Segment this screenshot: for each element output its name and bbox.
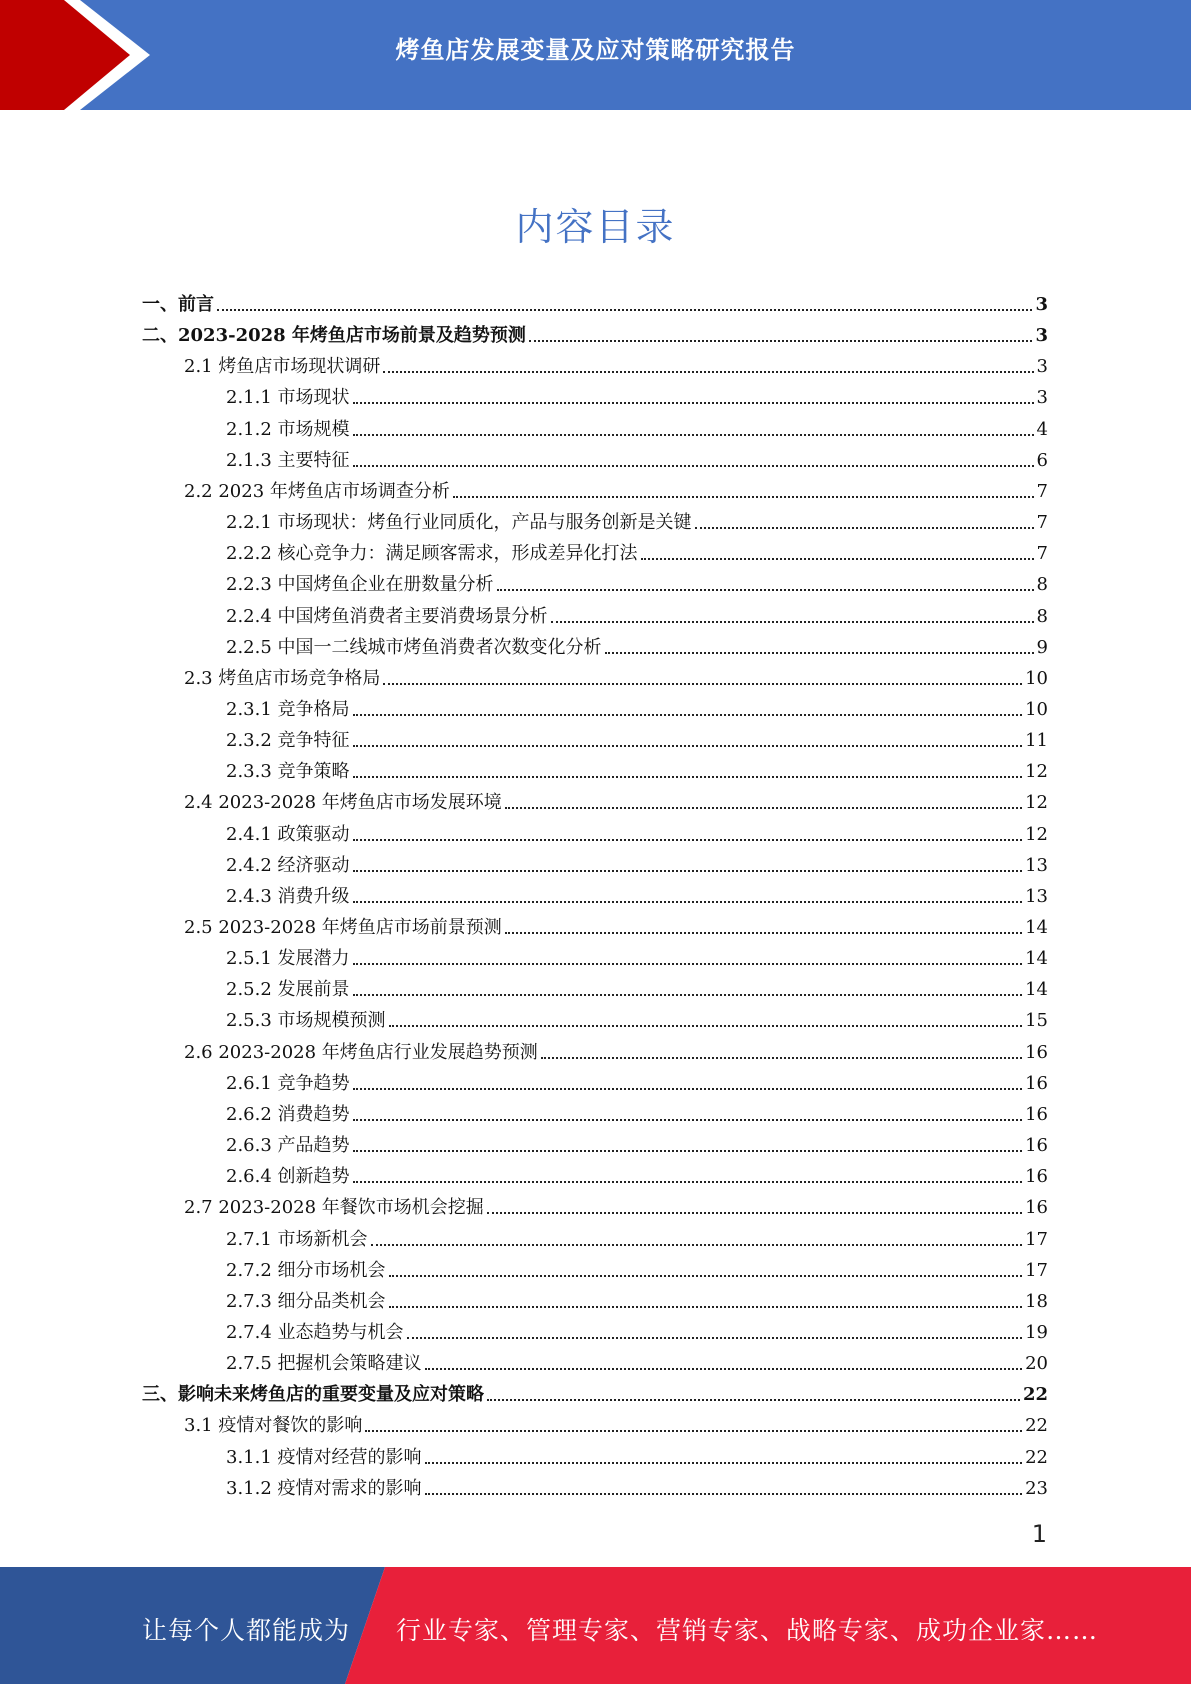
toc-entry[interactable] (184, 908, 1048, 939)
toc-entry[interactable] (184, 659, 1048, 690)
toc-dot-leader (453, 495, 1034, 498)
toc-entry-page: 17 (1025, 1259, 1048, 1281)
toc-dot-leader (389, 1024, 1023, 1027)
toc-dot-leader (497, 588, 1034, 591)
toc-dot-leader (353, 962, 1023, 965)
toc-entry-label: 2.4.2 经济驱动 (226, 854, 350, 876)
toc-entry[interactable] (226, 939, 1048, 970)
toc-dot-leader (353, 433, 1034, 436)
toc-entry-page: 6 (1036, 449, 1048, 471)
toc-entry[interactable] (226, 1469, 1048, 1500)
toc-entry-page: 3 (1035, 294, 1048, 315)
toc-entry-label: 2.7.5 把握机会策略建议 (226, 1353, 422, 1375)
toc-entry-page: 7 (1036, 512, 1048, 534)
page-footer (0, 1567, 1191, 1684)
toc-dot-leader (353, 1087, 1023, 1090)
toc-entry[interactable] (226, 1251, 1048, 1282)
toc-dot-leader (425, 1492, 1023, 1495)
toc-entry-label: 2.5 2023-2028 年烤鱼店市场前景预测 (184, 917, 502, 938)
toc-dot-leader (505, 806, 1022, 809)
page-number: 1 (1031, 1520, 1047, 1548)
toc-entry-label: 2.4.1 政策驱动 (226, 823, 350, 845)
report-title: 烤鱼店发展变量及应对策略研究报告 (395, 36, 796, 64)
toc-entry-label: 2.5.3 市场规模预测 (226, 1010, 386, 1032)
toc-entry-page: 8 (1036, 574, 1048, 596)
page-header (0, 0, 1191, 110)
toc-entry[interactable] (226, 534, 1048, 565)
toc-dot-leader (353, 993, 1023, 996)
toc-dot-leader (353, 464, 1034, 467)
toc-entry-label: 2.7.4 业态趋势与机会 (226, 1321, 404, 1343)
toc-dot-leader (365, 1429, 1022, 1432)
toc-dot-leader (695, 526, 1034, 529)
toc-entry-page: 18 (1025, 1290, 1048, 1312)
toc-dot-leader (605, 651, 1034, 654)
toc-entry-label: 3.1 疫情对餐饮的影响 (184, 1415, 363, 1437)
toc-entry-page: 23 (1025, 1477, 1048, 1499)
toc-entry-label: 2.3.3 竞争策略 (226, 761, 350, 783)
toc-entry-label: 一、前言 (142, 294, 214, 315)
toc-entry[interactable] (226, 378, 1048, 409)
toc-entry[interactable] (226, 721, 1048, 752)
toc-entry[interactable] (226, 1064, 1048, 1095)
toc-entry-page: 16 (1025, 1135, 1048, 1157)
toc-entry-page: 7 (1036, 543, 1048, 565)
toc-entry-page: 12 (1025, 761, 1048, 783)
toc-entry-label: 2.2 2023 年烤鱼店市场调查分析 (184, 480, 450, 502)
toc-entry[interactable] (184, 1033, 1048, 1064)
toc-dot-leader (641, 557, 1034, 560)
toc-entry-page: 10 (1025, 667, 1048, 689)
toc-entry[interactable] (226, 1095, 1048, 1126)
toc-entry-page: 16 (1025, 1072, 1048, 1094)
toc-entry-label: 2.7.2 细分市场机会 (226, 1259, 386, 1281)
toc-entry-label: 2.2.4 中国烤鱼消费者主要消费场景分析 (226, 605, 548, 627)
toc-entry-label: 2.7 2023-2028 年餐饮市场机会挖掘 (184, 1197, 484, 1219)
toc-entry-label: 2.5.2 发展前景 (226, 979, 350, 1001)
toc-entry[interactable] (226, 970, 1048, 1001)
toc-entry[interactable] (226, 1126, 1048, 1157)
toc-entry[interactable] (226, 628, 1048, 659)
toc-entry-label: 3.1.1 疫情对经营的影响 (226, 1446, 422, 1468)
toc-entry[interactable] (226, 690, 1048, 721)
toc-entry-page: 16 (1025, 1166, 1048, 1188)
toc-dot-leader (353, 869, 1023, 872)
toc-entry-label: 2.3 烤鱼店市场竞争格局 (184, 667, 381, 689)
toc-entry-label: 2.4.3 消费升级 (226, 885, 350, 907)
toc-entry-page: 17 (1025, 1228, 1048, 1250)
toc-entry[interactable] (226, 877, 1048, 908)
toc-entry-page: 12 (1025, 792, 1048, 814)
toc-entry-page: 16 (1025, 1103, 1048, 1125)
toc-dot-leader (353, 401, 1034, 404)
toc-dot-leader (425, 1461, 1023, 1464)
toc-entry-page: 16 (1025, 1041, 1048, 1063)
toc-entry[interactable] (142, 316, 1048, 347)
toc-entry-label: 2.4 2023-2028 年烤鱼店市场发展环境 (184, 792, 502, 814)
toc-entry-label: 3.1.2 疫情对需求的影响 (226, 1477, 422, 1499)
toc-entry-page: 14 (1025, 948, 1048, 970)
toc-entry-page: 14 (1025, 917, 1048, 938)
toc-entry-page: 14 (1025, 979, 1048, 1001)
toc-entry-page: 13 (1025, 854, 1048, 876)
toc-entry[interactable] (226, 1220, 1048, 1251)
toc-entry-label: 2.3.1 竞争格局 (226, 698, 350, 720)
toc-dot-leader (383, 682, 1022, 685)
toc-entry[interactable] (226, 752, 1048, 783)
toc-entry[interactable] (226, 1438, 1048, 1469)
toc-entry-page: 8 (1036, 605, 1048, 627)
toc-entry[interactable] (184, 1188, 1048, 1219)
toc-dot-leader (487, 1211, 1022, 1214)
toc-entry-page: 13 (1025, 885, 1048, 907)
toc-dot-leader (353, 1118, 1023, 1121)
toc-entry[interactable] (226, 597, 1048, 628)
toc-dot-leader (551, 620, 1034, 623)
toc-entry-page: 11 (1025, 730, 1048, 752)
toc-entry[interactable] (184, 1406, 1048, 1437)
toc-title: 内容目录 (515, 205, 676, 249)
footer-slogan-left: 让每个人都能成为 (142, 1616, 351, 1645)
toc-dot-leader (353, 1149, 1023, 1152)
toc-entry-page: 20 (1025, 1353, 1048, 1375)
toc-dot-leader (425, 1367, 1023, 1370)
toc-entry-page: 3 (1035, 325, 1048, 347)
toc-entry-label: 2.1.1 市场现状 (226, 387, 350, 409)
toc-dot-leader (353, 775, 1023, 778)
toc-dot-leader (407, 1336, 1023, 1339)
toc-entry-label: 2.5.1 发展潜力 (226, 948, 350, 970)
toc-dot-leader (353, 900, 1023, 903)
toc-entry-page: 3 (1036, 356, 1048, 378)
toc-entry-label: 2.3.2 竞争特征 (226, 730, 350, 752)
toc-entry[interactable] (184, 783, 1048, 814)
toc-entry-label: 2.2.1 市场现状：烤鱼行业同质化，产品与服务创新是关键 (226, 512, 692, 534)
toc-entry-label: 2.6.4 创新趋势 (226, 1166, 350, 1188)
toc-entry-label: 2.2.5 中国一二线城市烤鱼消费者次数变化分析 (226, 636, 602, 658)
toc-entry[interactable] (226, 441, 1048, 472)
toc-entry-label: 2.7.1 市场新机会 (226, 1228, 368, 1250)
toc-entry-page: 16 (1025, 1197, 1048, 1219)
toc-entry-page: 22 (1022, 1384, 1048, 1406)
toc-entry-label: 2.6.1 竞争趋势 (226, 1072, 350, 1094)
toc-dot-leader (353, 713, 1023, 716)
toc-entry-page: 3 (1036, 387, 1048, 409)
footer-slogan-right: 行业专家、管理专家、营销专家、战略专家、成功企业家…… (396, 1616, 1099, 1645)
toc-entry[interactable] (226, 846, 1048, 877)
toc-entry-label: 2.1.2 市场规模 (226, 418, 350, 440)
toc-dot-leader (217, 308, 1032, 311)
toc-entry-label: 2.2.2 核心竞争力：满足顾客需求，形成差异化打法 (226, 543, 638, 565)
toc-entry[interactable] (226, 1344, 1048, 1375)
toc-entry-page: 19 (1025, 1321, 1048, 1343)
toc-entry-page: 22 (1025, 1415, 1048, 1437)
toc-entry-page: 10 (1025, 698, 1048, 720)
toc-entry-label: 三、影响未来烤鱼店的重要变量及应对策略 (142, 1384, 484, 1406)
toc-entry[interactable] (226, 410, 1048, 441)
toc-dot-leader (353, 838, 1023, 841)
toc-dot-leader (353, 1180, 1023, 1183)
toc-entry-page: 12 (1025, 823, 1048, 845)
toc-entry[interactable] (226, 503, 1048, 534)
toc-entry-label: 2.1 烤鱼店市场现状调研 (184, 356, 381, 378)
toc-dot-leader (389, 1274, 1023, 1277)
toc-entry[interactable] (226, 1157, 1048, 1188)
toc-entry-label: 2.2.3 中国烤鱼企业在册数量分析 (226, 574, 494, 596)
toc-dot-leader (487, 1398, 1020, 1401)
toc-dot-leader (505, 931, 1022, 934)
toc-entry-label: 2.6 2023-2028 年烤鱼店行业发展趋势预测 (184, 1041, 538, 1063)
toc-entry[interactable] (226, 815, 1048, 846)
toc-dot-leader (383, 370, 1033, 373)
toc-entry[interactable] (226, 1282, 1048, 1313)
toc-entry-page: 7 (1036, 480, 1048, 502)
toc-entry[interactable] (226, 565, 1048, 596)
toc-entry[interactable] (226, 1001, 1048, 1032)
toc-entry-label: 二、2023-2028 年烤鱼店市场前景及趋势预测 (142, 325, 526, 347)
toc-dot-leader (529, 339, 1033, 342)
toc-dot-leader (389, 1305, 1023, 1308)
toc-entry-page: 22 (1025, 1446, 1048, 1468)
toc-entry[interactable] (142, 1375, 1048, 1406)
toc-entry-label: 2.6.3 产品趋势 (226, 1135, 350, 1157)
toc-dot-leader (353, 744, 1023, 747)
toc-entry[interactable] (142, 285, 1048, 316)
toc-entry-page: 9 (1036, 636, 1048, 658)
toc-entry[interactable] (226, 1313, 1048, 1344)
toc-dot-leader (541, 1056, 1022, 1059)
toc-entry-page: 4 (1036, 418, 1048, 440)
toc-entry[interactable] (184, 347, 1048, 378)
toc-entry-page: 15 (1025, 1010, 1048, 1032)
toc-entry-label: 2.7.3 细分品类机会 (226, 1290, 386, 1312)
toc-entry[interactable] (184, 472, 1048, 503)
toc-entry-label: 2.6.2 消费趋势 (226, 1103, 350, 1125)
toc-dot-leader (371, 1243, 1023, 1246)
toc-entry-label: 2.1.3 主要特征 (226, 449, 350, 471)
